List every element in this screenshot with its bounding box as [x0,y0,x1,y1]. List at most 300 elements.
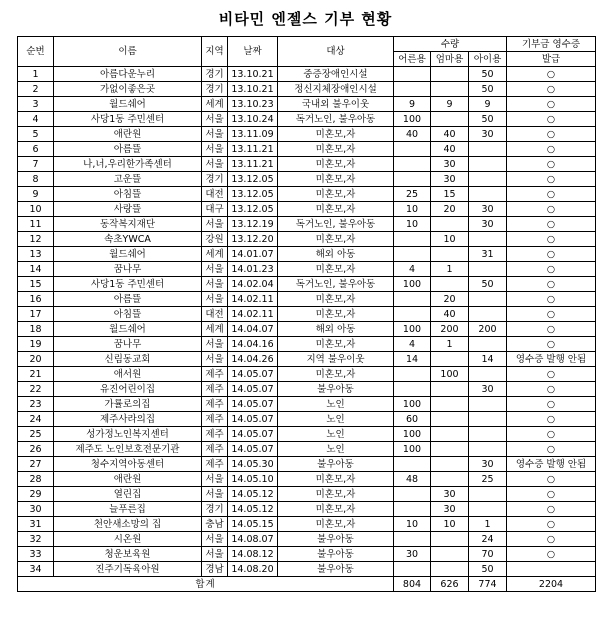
table-row [18,262,596,277]
table-row [18,352,596,367]
cell-date: 13.12.05 [228,172,278,187]
cell-receipt: ○ [507,82,596,97]
cell-mom [431,217,469,232]
cell-kid [469,412,507,427]
cell-adult: 10 [394,202,431,217]
cell-receipt: ○ [507,502,596,517]
total-kid: 774 [469,577,507,592]
cell-name: 사당1동 주민센터 [54,112,202,127]
cell-target: 미혼모,자 [278,517,394,532]
cell-adult [394,82,431,97]
cell-target: 불우아동 [278,532,394,547]
page-title: 비타민 엔젤스 기부 현황 [218,10,393,28]
cell-mom: 200 [431,322,469,337]
cell-no: 23 [18,397,54,412]
cell-kid: 70 [469,547,507,562]
cell-region: 서울 [202,352,228,367]
cell-name: 가없이좋은곳 [54,82,202,97]
header-name: 이름 [54,37,202,67]
cell-receipt: ○ [507,127,596,142]
cell-region: 세계 [202,97,228,112]
cell-target: 노인 [278,427,394,442]
cell-name: 애서원 [54,367,202,382]
cell-name: 아침뜰 [54,187,202,202]
cell-no: 14 [18,262,54,277]
cell-no: 20 [18,352,54,367]
cell-adult: 100 [394,322,431,337]
cell-name: 사당1동 주민센터 [54,277,202,292]
cell-name: 제주도 노인보호전문기관 [54,442,202,457]
cell-receipt: ○ [507,67,596,82]
cell-region: 제주 [202,442,228,457]
cell-kid: 30 [469,457,507,472]
cell-receipt: ○ [507,232,596,247]
cell-adult [394,172,431,187]
cell-name: 속초YWCA [54,232,202,247]
cell-mom [431,277,469,292]
cell-adult [394,532,431,547]
cell-date: 14.05.07 [228,397,278,412]
cell-kid: 50 [469,277,507,292]
cell-name: 시온원 [54,532,202,547]
cell-date: 14.04.07 [228,322,278,337]
cell-target: 해외 아동 [278,247,394,262]
cell-adult [394,367,431,382]
table-row [18,157,596,172]
table-row [18,232,596,247]
cell-region: 서울 [202,127,228,142]
cell-region: 서울 [202,547,228,562]
cell-receipt: ○ [507,337,596,352]
cell-target: 독거노인, 불우아동 [278,217,394,232]
cell-mom [431,457,469,472]
cell-receipt: ○ [507,547,596,562]
cell-region: 제주 [202,382,228,397]
cell-mom: 1 [431,262,469,277]
cell-no: 9 [18,187,54,202]
cell-adult: 14 [394,352,431,367]
cell-no: 8 [18,172,54,187]
cell-region: 경기 [202,82,228,97]
table-row [18,487,596,502]
cell-kid: 30 [469,382,507,397]
cell-no: 29 [18,487,54,502]
cell-kid [469,487,507,502]
total-receipt: 2204 [507,577,596,592]
cell-target: 중증장애인시설 [278,67,394,82]
cell-kid: 50 [469,67,507,82]
cell-no: 33 [18,547,54,562]
cell-region: 서울 [202,157,228,172]
cell-date: 14.02.11 [228,307,278,322]
cell-target: 불우아동 [278,382,394,397]
cell-no: 1 [18,67,54,82]
cell-no: 19 [18,337,54,352]
cell-mom [431,532,469,547]
cell-mom: 30 [431,487,469,502]
table-row [18,532,596,547]
cell-receipt: ○ [507,382,596,397]
cell-adult: 100 [394,442,431,457]
cell-kid [469,307,507,322]
cell-region: 충남 [202,517,228,532]
table-row [18,247,596,262]
cell-region: 대전 [202,187,228,202]
cell-kid: 30 [469,202,507,217]
cell-region: 강원 [202,232,228,247]
cell-receipt: ○ [507,307,596,322]
cell-no: 25 [18,427,54,442]
cell-no: 7 [18,157,54,172]
cell-name: 나,너,우리한가족센터 [54,157,202,172]
cell-no: 6 [18,142,54,157]
cell-no: 28 [18,472,54,487]
cell-no: 34 [18,562,54,577]
cell-region: 대전 [202,307,228,322]
table-row [18,427,596,442]
cell-region: 서울 [202,277,228,292]
cell-kid: 14 [469,352,507,367]
cell-mom [431,82,469,97]
cell-region: 제주 [202,427,228,442]
cell-receipt: ○ [507,97,596,112]
cell-receipt: ○ [507,472,596,487]
cell-mom: 40 [431,142,469,157]
cell-adult: 25 [394,187,431,202]
cell-date: 13.10.21 [228,67,278,82]
cell-target: 해외 아동 [278,322,394,337]
cell-name: 성가정노인복지센터 [54,427,202,442]
cell-receipt: ○ [507,262,596,277]
cell-target: 미혼모,자 [278,202,394,217]
cell-kid [469,397,507,412]
cell-kid [469,262,507,277]
cell-date: 13.12.20 [228,232,278,247]
cell-date: 14.08.07 [228,532,278,547]
header-no: 순번 [18,37,54,67]
table-row [18,307,596,322]
cell-no: 17 [18,307,54,322]
cell-no: 4 [18,112,54,127]
cell-adult [394,307,431,322]
cell-region: 제주 [202,367,228,382]
cell-target: 미혼모,자 [278,337,394,352]
cell-adult [394,142,431,157]
cell-receipt: ○ [507,412,596,427]
cell-receipt: ○ [507,142,596,157]
cell-date: 14.05.07 [228,442,278,457]
cell-target: 노인 [278,442,394,457]
cell-kid [469,502,507,517]
cell-date: 14.05.10 [228,472,278,487]
cell-adult: 4 [394,337,431,352]
cell-adult: 100 [394,112,431,127]
header-region: 지역 [202,37,228,67]
cell-kid: 31 [469,247,507,262]
cell-region: 제주 [202,457,228,472]
cell-target: 미혼모,자 [278,487,394,502]
cell-mom: 30 [431,172,469,187]
cell-no: 16 [18,292,54,307]
cell-mom [431,112,469,127]
cell-adult: 10 [394,217,431,232]
cell-name: 가률로의집 [54,397,202,412]
cell-adult: 48 [394,472,431,487]
cell-name: 열린집 [54,487,202,502]
cell-mom [431,247,469,262]
cell-mom [431,352,469,367]
cell-region: 서울 [202,487,228,502]
cell-target: 미혼모,자 [278,472,394,487]
cell-adult [394,292,431,307]
cell-kid [469,142,507,157]
cell-kid [469,427,507,442]
cell-adult: 30 [394,547,431,562]
header-receipt-line2: 발급 [507,52,596,67]
cell-adult [394,232,431,247]
cell-receipt: ○ [507,112,596,127]
cell-no: 27 [18,457,54,472]
cell-name: 꿈나무 [54,337,202,352]
cell-adult: 9 [394,97,431,112]
cell-date: 13.12.05 [228,187,278,202]
cell-target: 미혼모,자 [278,307,394,322]
cell-no: 32 [18,532,54,547]
cell-adult [394,247,431,262]
table-row [18,82,596,97]
cell-mom [431,67,469,82]
cell-no: 24 [18,412,54,427]
cell-mom: 20 [431,202,469,217]
table-row [18,112,596,127]
table-row [18,382,596,397]
cell-adult: 10 [394,517,431,532]
table-row [18,412,596,427]
cell-adult: 4 [394,262,431,277]
cell-name: 청운보육원 [54,547,202,562]
cell-receipt: ○ [507,397,596,412]
cell-date: 14.02.11 [228,292,278,307]
cell-receipt: ○ [507,517,596,532]
cell-date: 14.01.23 [228,262,278,277]
cell-date: 14.04.26 [228,352,278,367]
table-row [18,472,596,487]
cell-date: 14.05.07 [228,382,278,397]
cell-kid [469,232,507,247]
cell-name: 늘푸른집 [54,502,202,517]
cell-adult [394,157,431,172]
cell-no: 12 [18,232,54,247]
table-row [18,217,596,232]
cell-mom [431,472,469,487]
cell-target: 미혼모,자 [278,292,394,307]
cell-date: 13.11.21 [228,142,278,157]
cell-target: 독거노인, 불우아동 [278,112,394,127]
cell-adult [394,502,431,517]
cell-region: 대구 [202,202,228,217]
cell-name: 동작복지재단 [54,217,202,232]
total-row [18,577,596,592]
cell-date: 14.08.12 [228,547,278,562]
cell-date: 13.10.23 [228,97,278,112]
header-adult: 어른용 [394,52,431,67]
cell-date: 13.10.24 [228,112,278,127]
cell-name: 천안새소망의 집 [54,517,202,532]
total-adult: 804 [394,577,431,592]
cell-region: 서울 [202,472,228,487]
table-row [18,562,596,577]
cell-receipt: ○ [507,487,596,502]
cell-region: 경남 [202,562,228,577]
cell-adult: 100 [394,397,431,412]
cell-region: 서울 [202,142,228,157]
cell-receipt: ○ [507,217,596,232]
cell-mom [431,427,469,442]
cell-target: 국내외 불우이웃 [278,97,394,112]
cell-adult: 100 [394,427,431,442]
cell-mom: 1 [431,337,469,352]
cell-no: 18 [18,322,54,337]
cell-receipt: 영수증 발행 안됨 [507,352,596,367]
cell-mom: 40 [431,307,469,322]
cell-no: 3 [18,97,54,112]
cell-mom [431,382,469,397]
cell-region: 서울 [202,112,228,127]
table-row [18,202,596,217]
cell-date: 14.02.04 [228,277,278,292]
cell-name: 꿈나무 [54,262,202,277]
cell-no: 31 [18,517,54,532]
cell-target: 지역 불우이웃 [278,352,394,367]
cell-receipt [507,562,596,577]
cell-target: 미혼모,자 [278,502,394,517]
total-mom: 626 [431,577,469,592]
cell-date: 13.11.21 [228,157,278,172]
cell-name: 월드쉐어 [54,322,202,337]
cell-target: 미혼모,자 [278,142,394,157]
cell-region: 서울 [202,262,228,277]
cell-kid: 24 [469,532,507,547]
cell-name: 월드쉐어 [54,247,202,262]
cell-receipt: ○ [507,187,596,202]
table-row [18,322,596,337]
cell-target: 불우아동 [278,457,394,472]
cell-target: 미혼모,자 [278,262,394,277]
cell-name: 아름다운누리 [54,67,202,82]
header-date: 날짜 [228,37,278,67]
cell-adult: 60 [394,412,431,427]
cell-target: 미혼모,자 [278,127,394,142]
cell-adult: 100 [394,277,431,292]
cell-date: 14.05.12 [228,487,278,502]
header-mom: 엄마용 [431,52,469,67]
cell-target: 노인 [278,397,394,412]
cell-region: 경기 [202,502,228,517]
cell-kid [469,292,507,307]
cell-region: 세계 [202,322,228,337]
cell-name: 청수지역아동센터 [54,457,202,472]
cell-kid [469,337,507,352]
cell-adult [394,457,431,472]
table-row [18,337,596,352]
cell-date: 13.10.21 [228,82,278,97]
cell-name: 애란원 [54,472,202,487]
cell-kid [469,367,507,382]
cell-name: 사랑뜰 [54,202,202,217]
cell-region: 서울 [202,292,228,307]
cell-receipt: ○ [507,172,596,187]
cell-mom [431,562,469,577]
cell-no: 21 [18,367,54,382]
cell-name: 고운뜰 [54,172,202,187]
cell-no: 26 [18,442,54,457]
cell-mom: 100 [431,367,469,382]
table-body [18,67,596,577]
table-row [18,97,596,112]
cell-date: 13.11.09 [228,127,278,142]
table-row [18,547,596,562]
table-row [18,367,596,382]
cell-target: 미혼모,자 [278,232,394,247]
cell-date: 14.05.07 [228,367,278,382]
cell-region: 세계 [202,247,228,262]
cell-receipt: ○ [507,247,596,262]
cell-region: 서울 [202,532,228,547]
cell-kid: 50 [469,82,507,97]
cell-kid: 200 [469,322,507,337]
cell-name: 신림동교회 [54,352,202,367]
table-row [18,397,596,412]
cell-date: 14.08.20 [228,562,278,577]
table-row [18,67,596,82]
donation-table [17,36,596,592]
cell-target: 불우아동 [278,547,394,562]
cell-receipt: ○ [507,202,596,217]
cell-date: 14.05.12 [228,502,278,517]
cell-no: 15 [18,277,54,292]
cell-kid: 25 [469,472,507,487]
table-row [18,457,596,472]
cell-receipt: ○ [507,532,596,547]
header-quantity: 수량 [394,37,507,52]
cell-kid: 9 [469,97,507,112]
header-row [18,37,596,52]
table-row [18,292,596,307]
cell-region: 경기 [202,67,228,82]
cell-region: 서울 [202,337,228,352]
cell-mom [431,442,469,457]
table-row [18,142,596,157]
cell-mom: 30 [431,157,469,172]
cell-target: 노인 [278,412,394,427]
cell-kid [469,157,507,172]
table-row [18,187,596,202]
table-row [18,277,596,292]
cell-mom: 40 [431,127,469,142]
cell-mom: 10 [431,517,469,532]
cell-kid: 1 [469,517,507,532]
table-row [18,172,596,187]
cell-name: 제주사라의집 [54,412,202,427]
cell-receipt: ○ [507,427,596,442]
cell-target: 불우아동 [278,562,394,577]
cell-target: 미혼모,자 [278,187,394,202]
cell-mom: 20 [431,292,469,307]
header-target: 대상 [278,37,394,67]
cell-no: 2 [18,82,54,97]
cell-region: 서울 [202,217,228,232]
cell-receipt: ○ [507,157,596,172]
